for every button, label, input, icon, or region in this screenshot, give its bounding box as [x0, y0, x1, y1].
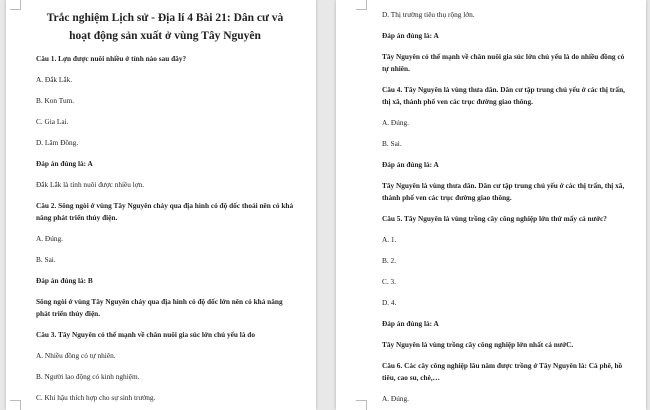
crop-mark [356, 0, 367, 10]
document-paragraph: B. Người lao động có kinh nghiệm. [36, 372, 140, 381]
document-paragraph: A. Đúng. [382, 118, 409, 127]
document-paragraph-bold: Tây Nguyên có thế mạnh về chăn nuôi gia súc lớn chủ yếu là do nhiều đồng cỏ tự nhiên. [382, 52, 625, 73]
document-paragraph-bold: Đáp án đúng là: A [382, 31, 439, 40]
document-paragraph: A. 1. [382, 235, 397, 244]
document-paragraph: Đắk Lắk là tỉnh nuôi được nhiều lợn. [36, 180, 145, 189]
document-paragraph: D. Lâm Đồng. [36, 138, 79, 147]
document-paragraph: C. Khí hậu thích hợp cho sự sinh trưởng. [36, 393, 156, 402]
document-title: Trắc nghiệm Lịch sử - Địa lí 4 Bài 21: Dân cư và hoạt động sản xuất ở vùng Tây Nguyên [46, 12, 284, 42]
crop-mark [10, 0, 21, 10]
document-paragraph: B. Sai. [382, 139, 402, 148]
crop-mark [356, 400, 367, 410]
document-paragraph: D. 4. [382, 298, 397, 307]
document-paragraph-bold: Câu 5. Tây Nguyên là vùng trồng cây công nghiệp lớn thứ mấy cả nước? [382, 214, 607, 223]
document-paragraph-bold: Đáp án đúng là: A [382, 319, 439, 328]
document-paragraph: A. Đúng. [36, 234, 63, 243]
document-paragraph-bold: Câu 2. Sông ngòi ở vùng Tây Nguyên chảy qua địa hình có độ dốc thoải nên có khả năng phát triển thủy điện. [36, 201, 294, 222]
document-paragraph-bold: Câu 3. Tây Nguyên có thế mạnh về chăn nuôi gia súc lớn chủ yếu là do [36, 330, 255, 339]
right-page [336, 0, 646, 410]
crop-mark [10, 400, 21, 410]
document-paragraph-bold: Sông ngòi ở vùng Tây Nguyên chảy qua địa hình có độ dốc lớn nên có khả năng phát triển thủy điện. [36, 297, 283, 318]
document-paragraph: B. Sai. [36, 255, 56, 264]
document-paragraph-bold: Câu 4. Tây Nguyên là vùng thưa dân. Dân cư tập trung chủ yếu ở các thị trấn, thị xã, thành phố ven các trục đường giao thông. [382, 85, 625, 106]
document-paragraph: C. Gia Lai. [36, 117, 69, 126]
document-paragraph-bold: Câu 6. Các cây công nghiệp lâu năm được trồng ở Tây Nguyên là: Cà phê, hồ tiêu, cao su, chè,… [382, 361, 623, 382]
document-paragraph-bold: Tây Nguyên là vùng trồng cây công nghiệp lớn nhất cả nướC. [382, 340, 574, 349]
document-paragraph-bold: Đáp án đúng là: A [382, 160, 439, 169]
document-paragraph: A. Đắk Lắk. [36, 75, 73, 84]
document-paragraph: D. Thị trường tiêu thụ rộng lớn. [382, 10, 475, 19]
document-paragraph-bold: Câu 1. Lợn được nuôi nhiều ở tỉnh nào sau đây? [36, 54, 187, 63]
document-paragraph: B. Kon Tum. [36, 96, 75, 105]
document-paragraph: A. Đúng. [382, 394, 409, 403]
document-paragraph: C. 3. [382, 277, 396, 286]
document-paragraph-bold: Tây Nguyên là vùng thưa dân. Dân cư tập trung chủ yếu ở các thị trấn, thị xã, thành phố ven các trục đường giao thông. [382, 181, 625, 202]
right-page-content [382, 9, 626, 410]
left-page-content [36, 9, 294, 410]
document-paragraph-bold: Đáp án đúng là: A [36, 159, 93, 168]
document-paragraph: A. Nhiều đồng cỏ tự nhiên. [36, 351, 116, 360]
document-paragraph-bold: Đáp án đúng là: B [36, 276, 93, 285]
document-paragraph: B. 2. [382, 256, 396, 265]
left-page [6, 0, 316, 410]
